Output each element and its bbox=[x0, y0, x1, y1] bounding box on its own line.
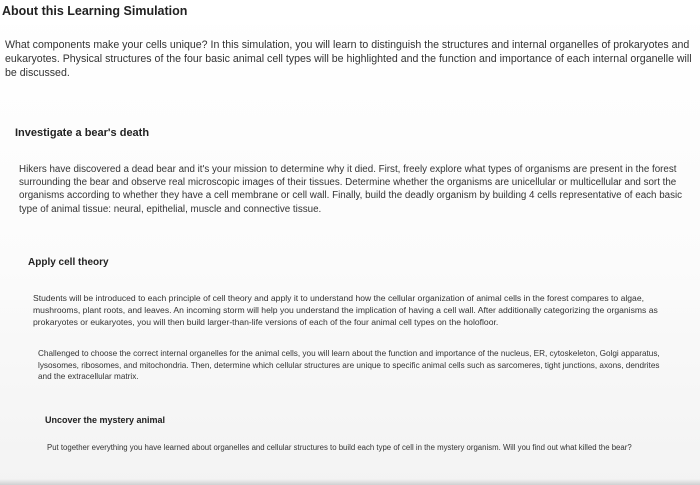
bottom-edge bbox=[0, 479, 700, 485]
about-title: About this Learning Simulation bbox=[2, 4, 188, 18]
section-body-cell-theory-organelles: Challenged to choose the correct internal organelles for the animal cells, you will learn about the function and importance of the nucleus, ER, cytoskeleton, Golgi apparatus, lysosomes, ribosomes, and mitochondria. Then, determine which cellular structures are unique to specific animal cells such as sarcomeres, tight junctions, axons, dendrites and the extracellular matrix. bbox=[38, 349, 660, 381]
section-body-investigate: Hikers have discovered a dead bear and it's your mission to determine why it died. First, freely explore what types of organisms are present in the forest surrounding the bear and observe real microscopic images of their tissues. Determine whether the organisms are unicellular or multicellular and sort the organisms according to whether they have a cell membrane or cell wall. Finally, build the deadly organism by building 4 cells representative of each basic type of animal tissue: neural, epithelial, muscle and connective tissue. bbox=[19, 164, 683, 215]
about-description: What components make your cells unique? In this simulation, you will learn to distinguish the structures and internal organelles of prokaryotes and eukaryotes. Physical structures of the four basic animal cell types will be highlighted and the function and importance of each internal organelle will be discussed. bbox=[5, 39, 692, 79]
section-title-cell-theory: Apply cell theory bbox=[28, 257, 109, 268]
section-body-cell-theory: Students will be introduced to each principle of cell theory and apply it to understand how the cellular organization of animal cells in the forest compares to algae, mushrooms, plant roots, and leaves. An incoming storm will help you understand the implication of having a cell wall. After additionally categorizing the organisms as prokaryotes or eukaryotes, you will then build larger-than-life versions of each of the four animal cell types on the holofloor. bbox=[33, 293, 658, 328]
section-title-mystery: Uncover the mystery animal bbox=[45, 415, 166, 425]
section-body-mystery: Put together everything you have learned about organelles and cellular structures to build each type of cell in the mystery organism. Will you find out what killed the bear? bbox=[47, 443, 632, 452]
section-title-investigate: Investigate a bear's death bbox=[15, 127, 150, 139]
